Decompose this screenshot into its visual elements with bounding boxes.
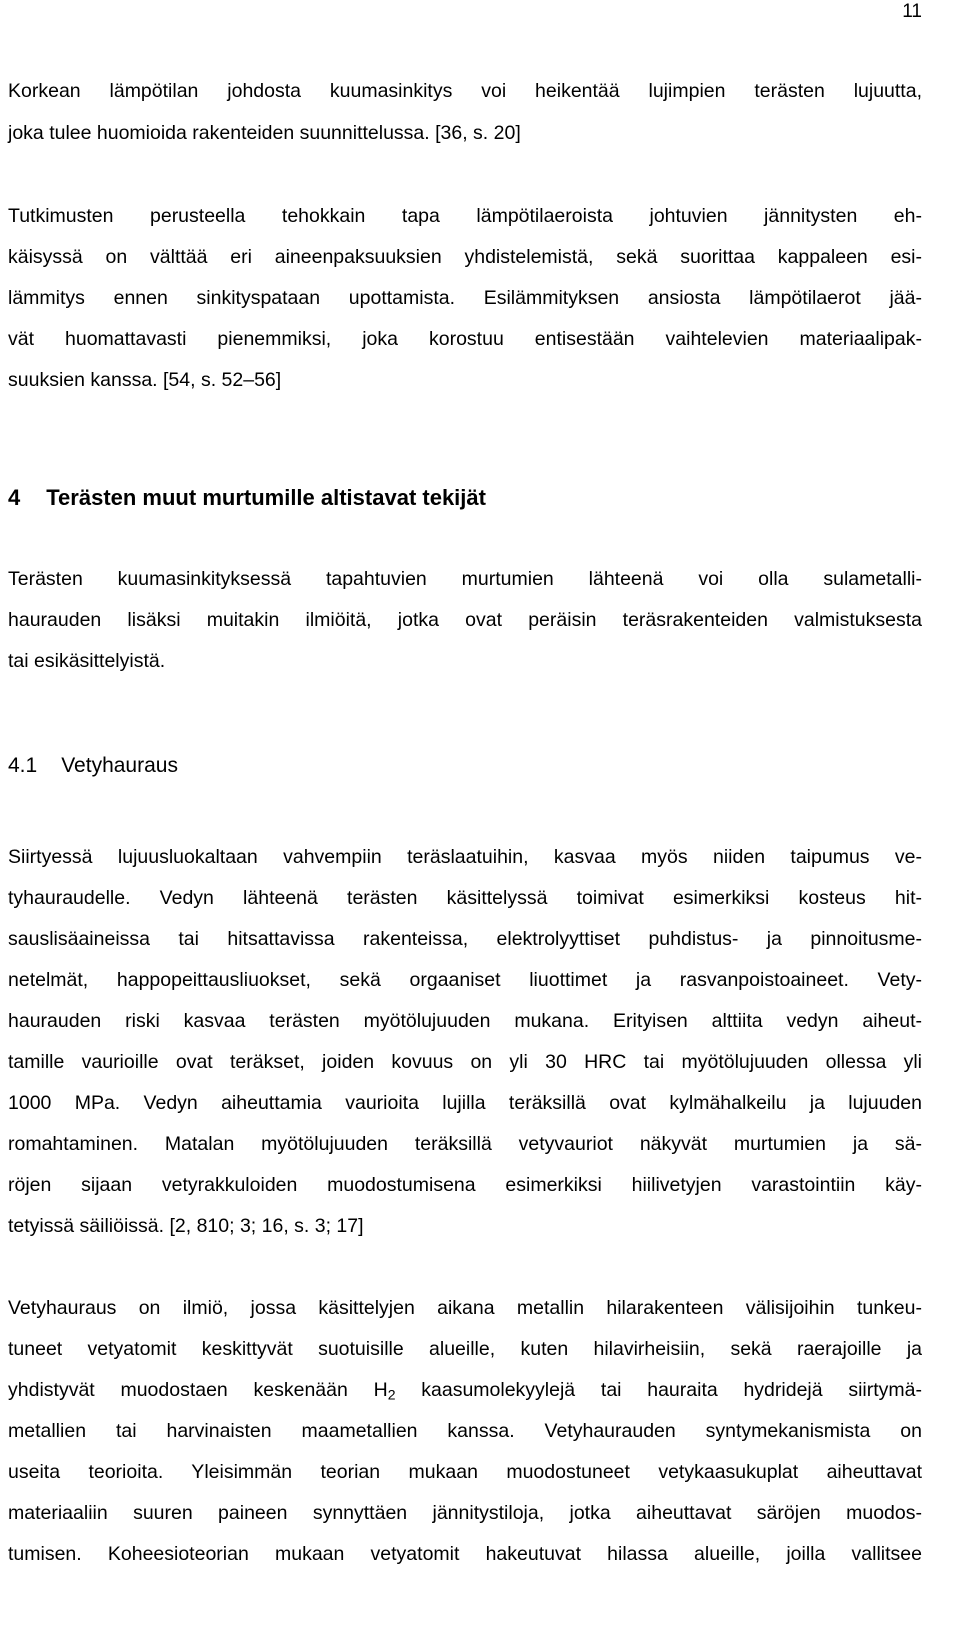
paragraph-line: useita teorioita. Yleisimmän teorian mukaan muodostuneet vetykaasukuplat aiheuttavat <box>8 1461 922 1483</box>
paragraph-line <box>8 1377 922 1403</box>
section-heading-4-1 <box>8 753 178 779</box>
section-heading-4 <box>8 484 486 512</box>
paragraph-line: tai esikäsittelyistä. <box>8 650 166 672</box>
paragraph-line: Siirtyessä lujuusluokaltaan vahvempiin teräslaatuihin, kasvaa myös niiden taipumus ve- <box>8 846 922 868</box>
heading-title: Terästen muut murtumille altistavat tekijät <box>46 485 486 510</box>
paragraph-line: lämmitys ennen sinkityspataan upottamista. Esilämmityksen ansiosta lämpötilaerot jää- <box>8 287 922 309</box>
paragraph-line: tumisen. Koheesioteorian mukaan vetyatomit hakeutuvat hilassa alueille, joilla vallitsee <box>8 1543 922 1565</box>
paragraph-line: vät huomattavasti pienemmiksi, joka korostuu entisestään vaihtelevien materiaalipak- <box>8 328 922 350</box>
text-run: yhdistyvät muodostaen keskenään H <box>8 1379 388 1401</box>
text-run: kaasumolekyylejä tai hauraita hydridejä siirtymä- <box>395 1379 922 1401</box>
paragraph-line: materiaaliin suuren paineen synnyttäen jännitystiloja, jotka aiheuttavat säröjen muodos- <box>8 1502 922 1524</box>
heading-number: 4 <box>8 485 21 510</box>
paragraph-line: tuneet vetyatomit keskittyvät suotuisille alueille, kuten hilavirheisiin, sekä raerajoille ja <box>8 1338 922 1360</box>
paragraph-line: tamille vaurioille ovat teräkset, joiden kovuus on yli 30 HRC tai myötölujuuden ollessa yli <box>8 1051 922 1073</box>
paragraph-line: röjen sijaan vetyrakkuloiden muodostumisena esimerkiksi hiilivetyjen varastointiin käy- <box>8 1174 922 1196</box>
heading-title: Vetyhauraus <box>61 754 178 777</box>
paragraph-line: haurauden riski kasvaa terästen myötölujuuden mukana. Erityisen alttiita vedyn aiheut- <box>8 1010 922 1032</box>
paragraph-line: Tutkimusten perusteella tehokkain tapa lämpötilaeroista johtuvien jännitysten eh- <box>8 205 922 227</box>
paragraph-line: tetyissä säiliöissä. [2, 810; 3; 16, s. 3; 17] <box>8 1215 364 1237</box>
paragraph-line: suuksien kanssa. [54, s. 52–56] <box>8 369 282 391</box>
paragraph-line: käisyssä on välttää eri aineenpaksuuksien yhdistelemistä, sekä suorittaa kappaleen esi- <box>8 246 922 268</box>
heading-number: 4.1 <box>8 754 38 777</box>
paragraph-line: 1000 MPa. Vedyn aiheuttamia vaurioita lujilla teräksillä ovat kylmähalkeilu ja lujuuden <box>8 1092 922 1114</box>
subscript: 2 <box>387 1386 396 1403</box>
paragraph-line: netelmät, happopeittausliuokset, sekä orgaaniset liuottimet ja rasvanpoistoaineet. Vety- <box>8 969 922 991</box>
paragraph-line: haurauden lisäksi muitakin ilmiöitä, jotka ovat peräisin teräsrakenteiden valmistuksesta <box>8 609 922 631</box>
paragraph-line: Korkean lämpötilan johdosta kuumasinkitys voi heikentää lujimpien terästen lujuutta, <box>8 80 922 102</box>
paragraph-line: Vetyhauraus on ilmiö, jossa käsittelyjen aikana metallin hilarakenteen välisijoihin tunkeu- <box>8 1297 922 1319</box>
page-number: 11 <box>902 1 922 22</box>
paragraph-line: sauslisäaineissa tai hitsattavissa rakenteissa, elektrolyyttiset puhdistus- ja pinnoitusme- <box>8 928 922 950</box>
paragraph-line: joka tulee huomioida rakenteiden suunnittelussa. [36, s. 20] <box>8 122 521 144</box>
paragraph-line: romahtaminen. Matalan myötölujuuden teräksillä vetyvauriot näkyvät murtumien ja sä- <box>8 1133 922 1155</box>
paragraph-line: tyhauraudelle. Vedyn lähteenä terästen käsittelyssä toimivat esimerkiksi kosteus hit- <box>8 887 922 909</box>
paragraph-line: Terästen kuumasinkityksessä tapahtuvien murtumien lähteenä voi olla sulametalli- <box>8 568 922 590</box>
paragraph-line: metallien tai harvinaisten maametallien kanssa. Vetyhaurauden syntymekanismista on <box>8 1420 922 1442</box>
